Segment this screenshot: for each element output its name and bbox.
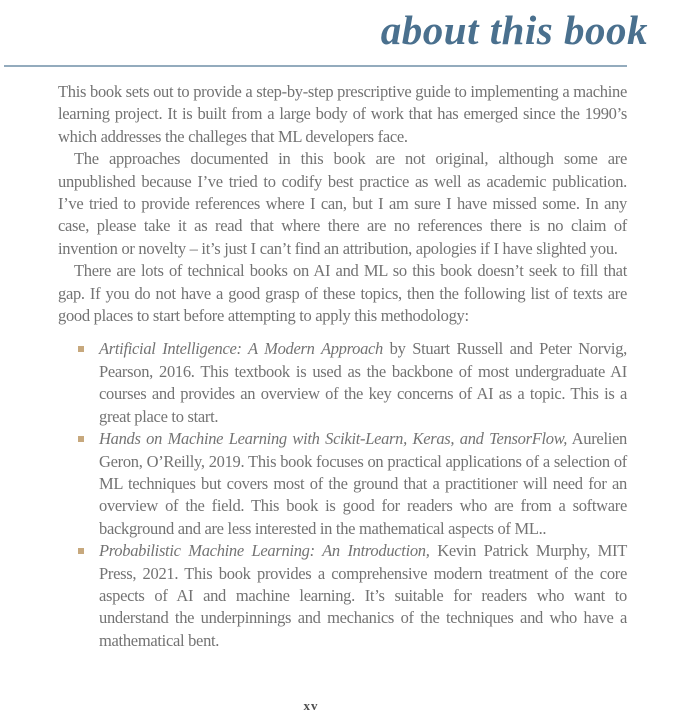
- reference-description: Aurelien Geron, O’Reilly, 2019. This book focuses on practical applications of a selection of ML techniques but covers most of the ground that a practitioner will need for an overview of the field. This book is good for readers who are from a software background and are less interested in the mathematical aspects of ML..: [99, 429, 627, 538]
- square-bullet-icon: [78, 346, 84, 352]
- reference-description: Kevin Patrick Murphy, MIT Press, 2021. This book provides a comprehensive modern treatment of the core aspects of AI and machine learning. It’s suitable for readers who want to understand the underpinnings and mechanics of the techniques and who have a mathematical bent.: [99, 541, 627, 650]
- list-item: [78, 338, 627, 428]
- list-item: [78, 428, 627, 540]
- paragraph-approaches: The approaches documented in this book are not original, although some are unpublished because I’ve tried to codify best practice as well as academic publication. I’ve tried to provide references where I can, but I am sure I have missed some. In any case, please take it as read that where there are no references there is no claim of invention or novelty – it’s just I can’t find an attribution, apologies if I have slighted you.: [58, 149, 627, 258]
- square-bullet-icon: [78, 548, 84, 554]
- book-title: Hands on Machine Learning with Scikit-Learn, Keras, and TensorFlow,: [99, 429, 568, 449]
- paragraph-intro: This book sets out to provide a step-by-step prescriptive guide to implementing a machine learning project. It is built from a large body of work that has emerged since the 1990’s which addresses the challeges that ML developers face.: [58, 82, 627, 146]
- list-item: [78, 540, 627, 652]
- page-number: xv: [303, 698, 319, 713]
- book-title: Probabilistic Machine Learning: An Introduction,: [99, 541, 430, 561]
- reference-description: by Stuart Russell and Peter Norvig, Pearson, 2016. This textbook is used as the backbone of most undergraduate AI courses and provides an overview of the key concerns of AI as a topic. This is a great place to start.: [99, 339, 627, 426]
- body-text: [58, 81, 627, 652]
- paragraph-books: There are lots of technical books on AI and ML so this book doesn’t seek to fill that gap. If you do not have a good grasp of these topics, then the following list of texts are good places to start before attempting to apply this methodology:: [58, 261, 627, 326]
- title-rule: [4, 65, 627, 67]
- reference-entry: [99, 428, 627, 540]
- page-title: about this book: [380, 7, 648, 53]
- reference-list: [58, 338, 627, 652]
- reference-entry: [99, 540, 627, 652]
- square-bullet-icon: [78, 436, 84, 442]
- book-title: Artificial Intelligence: A Modern Approach: [99, 339, 384, 359]
- reference-entry: [99, 338, 627, 428]
